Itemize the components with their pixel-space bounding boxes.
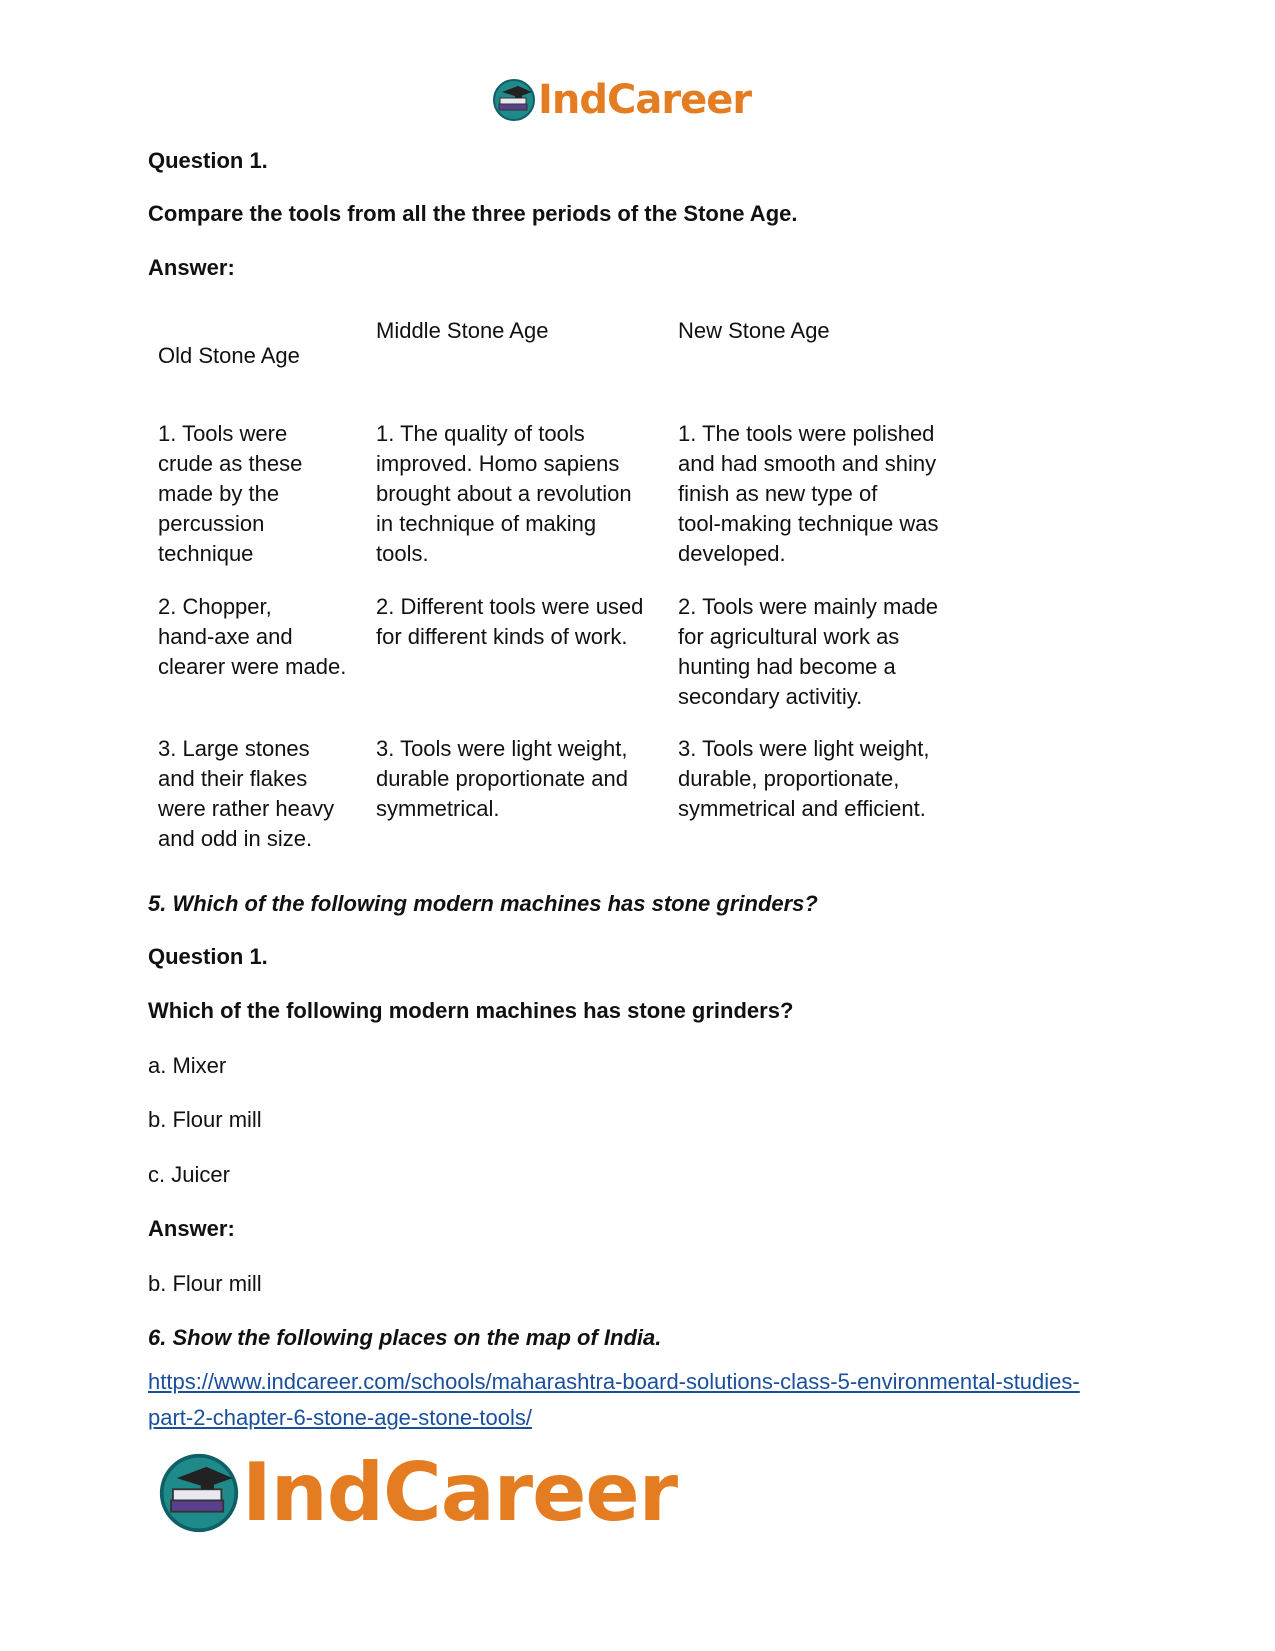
book-globe-icon [492, 78, 536, 122]
footer-logo [158, 1446, 678, 1539]
question-text: Which of the following modern machines has stone grinders? [148, 998, 794, 1023]
source-link-line-1[interactable]: https://www.indcareer.com/schools/maharashtra-board-solutions-class-5-environmental-studies- [148, 1369, 1080, 1394]
answer-text: b. Flour mill [148, 1271, 262, 1296]
table-header-new: New Stone Age [678, 318, 830, 343]
answer-label: Answer: [148, 255, 235, 280]
section-heading: 6. Show the following places on the map of India. [148, 1325, 662, 1350]
source-link-line-2[interactable]: part-2-chapter-6-stone-age-stone-tools/ [148, 1405, 532, 1430]
table-cell: 3. Tools were light weight, durable, proportionate, symmetrical and efficient. [678, 736, 930, 821]
question-label: Question 1. [148, 148, 268, 173]
logo-wordmark: IndCareer [538, 77, 752, 123]
logo-wordmark: IndCareer [242, 1446, 678, 1539]
book-globe-icon [158, 1452, 240, 1534]
question-label: Question 1. [148, 944, 268, 969]
header-logo [492, 78, 751, 122]
table-cell: 1. The quality of tools improved. Homo sapiens brought about a revolution in technique of making tools. [376, 421, 632, 566]
table-header-old: Old Stone Age [158, 343, 300, 368]
option-b: b. Flour mill [148, 1107, 262, 1132]
table-cell: 2. Different tools were used for different kinds of work. [376, 594, 644, 649]
table-cell: 2. Tools were mainly made for agricultural work as hunting had become a secondary activitiy. [678, 594, 939, 709]
table-cell: 1. Tools were crude as these made by the percussion technique [158, 421, 303, 566]
table-cell: 2. Chopper, hand-axe and clearer were made. [158, 594, 347, 679]
table-cell: 3. Tools were light weight, durable proportionate and symmetrical. [376, 736, 628, 821]
option-c: c. Juicer [148, 1162, 230, 1187]
section-heading: 5. Which of the following modern machines has stone grinders? [148, 891, 818, 916]
table-header-middle: Middle Stone Age [376, 318, 549, 343]
question-text: Compare the tools from all the three periods of the Stone Age. [148, 201, 798, 226]
table-cell: 3. Large stones and their flakes were rather heavy and odd in size. [158, 736, 335, 851]
option-a: a. Mixer [148, 1053, 227, 1078]
answer-label: Answer: [148, 1216, 235, 1241]
table-cell: 1. The tools were polished and had smooth and shiny finish as new type of tool-making technique was developed. [678, 421, 939, 566]
